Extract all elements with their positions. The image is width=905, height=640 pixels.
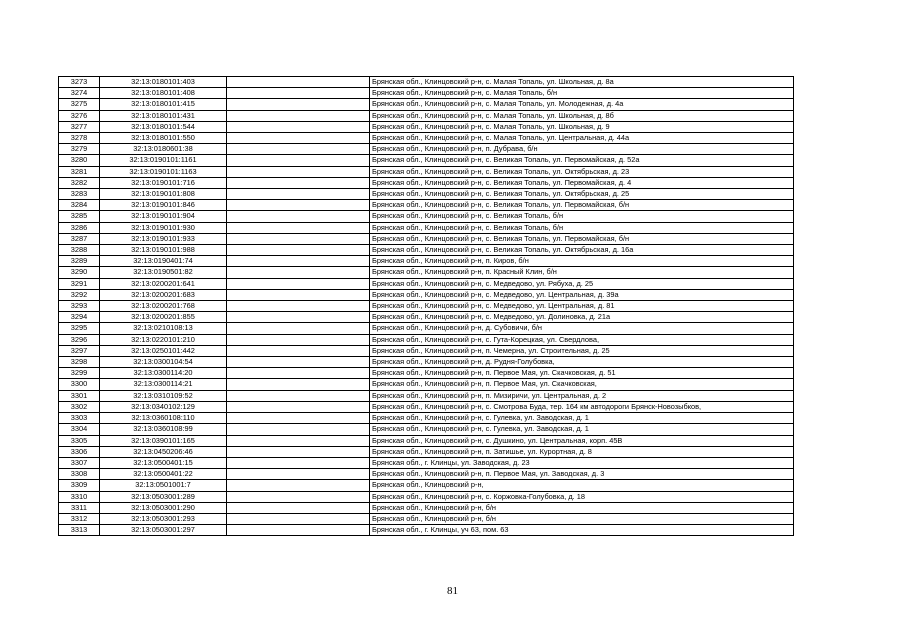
table-row (59, 233, 794, 244)
empty-cell (227, 368, 370, 379)
address-cell: Брянская обл., Клинцовский р-н, с. Гулевка, ул. Заводская, д. 1 (370, 424, 794, 435)
cadastral-number-cell: 32:13:0500401:15 (100, 457, 227, 468)
empty-cell (227, 357, 370, 368)
empty-cell (227, 289, 370, 300)
table-row (59, 457, 794, 468)
row-number-cell: 3301 (59, 390, 100, 401)
address-cell: Брянская обл., Клинцовский р-н, с. Медведово, ул. Долиновка, д. 21а (370, 312, 794, 323)
address-cell: Брянская обл., Клинцовский р-н, с. Великая Топаль, ул. Октябрьская, д. 25 (370, 189, 794, 200)
cadastral-number-cell: 32:13:0210108:13 (100, 323, 227, 334)
cadastral-number-cell: 32:13:0220101:210 (100, 334, 227, 345)
row-number-cell: 3286 (59, 222, 100, 233)
address-cell: Брянская обл., г. Клинцы, уч 63, пом. 63 (370, 525, 794, 536)
table-row (59, 491, 794, 502)
address-cell: Брянская обл., Клинцовский р-н, п. Мизиричи, ул. Центральная, д. 2 (370, 390, 794, 401)
cadastral-number-cell: 32:13:0190101:904 (100, 211, 227, 222)
table-row (59, 200, 794, 211)
table-row (59, 424, 794, 435)
row-number-cell: 3297 (59, 345, 100, 356)
cadastral-number-cell: 32:13:0190101:930 (100, 222, 227, 233)
address-cell: Брянская обл., Клинцовский р-н, с. Медведово, ул. Центральная, д. 81 (370, 301, 794, 312)
address-cell: Брянская обл., Клинцовский р-н, с. Коржовка-Голубовка, д. 18 (370, 491, 794, 502)
cadastral-number-cell: 32:13:0390101:165 (100, 435, 227, 446)
row-number-cell: 3313 (59, 525, 100, 536)
empty-cell (227, 379, 370, 390)
cadastral-number-cell: 32:13:0500401:22 (100, 469, 227, 480)
row-number-cell: 3276 (59, 110, 100, 121)
table-row (59, 323, 794, 334)
cadastral-number-cell: 32:13:0360108:99 (100, 424, 227, 435)
empty-cell (227, 446, 370, 457)
table-row (59, 110, 794, 121)
empty-cell (227, 233, 370, 244)
table-row (59, 211, 794, 222)
address-cell: Брянская обл., Клинцовский р-н, с. Великая Топаль, ул. Первомайская, д. 52а (370, 155, 794, 166)
address-cell: Брянская обл., Клинцовский р-н, д. Рудня-Голубовка, (370, 357, 794, 368)
page-number: 81 (447, 585, 458, 597)
table-row (59, 480, 794, 491)
table-row (59, 513, 794, 524)
table-row (59, 267, 794, 278)
address-cell: Брянская обл., Клинцовский р-н, б/н (370, 502, 794, 513)
address-cell: Брянская обл., Клинцовский р-н, с. Гулевка, ул. Заводская, д. 1 (370, 413, 794, 424)
table-row (59, 379, 794, 390)
empty-cell (227, 121, 370, 132)
table-row (59, 121, 794, 132)
address-cell: Брянская обл., Клинцовский р-н, с. Малая Топаль, ул. Школьная, д. 8а (370, 77, 794, 88)
address-cell: Брянская обл., Клинцовский р-н, с. Великая Топаль, ул. Первомайская, б/н (370, 233, 794, 244)
table-row (59, 144, 794, 155)
row-number-cell: 3306 (59, 446, 100, 457)
empty-cell (227, 166, 370, 177)
cadastral-number-cell: 32:13:0180601:38 (100, 144, 227, 155)
table-row (59, 368, 794, 379)
table-row (59, 312, 794, 323)
address-cell: Брянская обл., Клинцовский р-н, п. Чемерна, ул. Строительная, д. 25 (370, 345, 794, 356)
cadastral-number-cell: 32:13:0180101:544 (100, 121, 227, 132)
cadastral-number-cell: 32:13:0503001:290 (100, 502, 227, 513)
table-row (59, 345, 794, 356)
cadastral-number-cell: 32:13:0300114:20 (100, 368, 227, 379)
table-row (59, 88, 794, 99)
address-cell: Брянская обл., Клинцовский р-н, с. Малая Топаль, б/н (370, 88, 794, 99)
cadastral-number-cell: 32:13:0503001:297 (100, 525, 227, 536)
table-row (59, 390, 794, 401)
address-cell: Брянская обл., Клинцовский р-н, с. Великая Топаль, ул. Октябрьская, д. 16а (370, 245, 794, 256)
address-cell: Брянская обл., Клинцовский р-н, (370, 480, 794, 491)
row-number-cell: 3299 (59, 368, 100, 379)
cadastral-number-cell: 32:13:0200201:768 (100, 301, 227, 312)
table-row (59, 413, 794, 424)
empty-cell (227, 480, 370, 491)
empty-cell (227, 110, 370, 121)
cadastral-number-cell: 32:13:0503001:293 (100, 513, 227, 524)
row-number-cell: 3278 (59, 133, 100, 144)
empty-cell (227, 401, 370, 412)
cadastral-number-cell: 32:13:0200201:855 (100, 312, 227, 323)
table-row (59, 189, 794, 200)
table-row (59, 446, 794, 457)
empty-cell (227, 200, 370, 211)
cadastral-number-cell: 32:13:0180101:415 (100, 99, 227, 110)
row-number-cell: 3283 (59, 189, 100, 200)
address-cell: Брянская обл., Клинцовский р-н, п. Затишье, ул. Курортная, д. 8 (370, 446, 794, 457)
table-row (59, 256, 794, 267)
table-row (59, 222, 794, 233)
row-number-cell: 3296 (59, 334, 100, 345)
row-number-cell: 3300 (59, 379, 100, 390)
address-cell: Брянская обл., Клинцовский р-н, с. Малая Топаль, ул. Школьная, д. 8б (370, 110, 794, 121)
table-row (59, 177, 794, 188)
property-table-body (59, 77, 794, 536)
empty-cell (227, 424, 370, 435)
row-number-cell: 3277 (59, 121, 100, 132)
address-cell: Брянская обл., Клинцовский р-н, п. Первое Мая, ул. Заводская, д. 3 (370, 469, 794, 480)
empty-cell (227, 144, 370, 155)
address-cell: Брянская обл., Клинцовский р-н, с. Медведово, ул. Рябуха, д. 25 (370, 278, 794, 289)
address-cell: Брянская обл., Клинцовский р-н, с. Великая Топаль, б/н (370, 211, 794, 222)
address-cell: Брянская обл., Клинцовский р-н, с. Медведово, ул. Центральная, д. 39а (370, 289, 794, 300)
cadastral-number-cell: 32:13:0190101:988 (100, 245, 227, 256)
table-row (59, 357, 794, 368)
empty-cell (227, 525, 370, 536)
row-number-cell: 3291 (59, 278, 100, 289)
table-row (59, 401, 794, 412)
empty-cell (227, 491, 370, 502)
property-table (58, 76, 794, 536)
row-number-cell: 3311 (59, 502, 100, 513)
address-cell: Брянская обл., Клинцовский р-н, с. Великая Топаль, ул. Первомайская, д. 4 (370, 177, 794, 188)
cadastral-number-cell: 32:13:0200201:683 (100, 289, 227, 300)
row-number-cell: 3307 (59, 457, 100, 468)
cadastral-number-cell: 32:13:0450206:46 (100, 446, 227, 457)
row-number-cell: 3292 (59, 289, 100, 300)
address-cell: Брянская обл., Клинцовский р-н, п. Первое Мая, ул. Скачковская, д. 51 (370, 368, 794, 379)
address-cell: Брянская обл., г. Клинцы, ул. Заводская, д. 23 (370, 457, 794, 468)
row-number-cell: 3290 (59, 267, 100, 278)
address-cell: Брянская обл., Клинцовский р-н, с. Великая Топаль, ул. Первомайская, б/н (370, 200, 794, 211)
row-number-cell: 3293 (59, 301, 100, 312)
empty-cell (227, 435, 370, 446)
empty-cell (227, 177, 370, 188)
cadastral-number-cell: 32:13:0200201:641 (100, 278, 227, 289)
empty-cell (227, 155, 370, 166)
address-cell: Брянская обл., Клинцовский р-н, с. Смотрова Буда, тер. 164 км автодороги Брянск-Новозыбков, (370, 401, 794, 412)
row-number-cell: 3274 (59, 88, 100, 99)
row-number-cell: 3282 (59, 177, 100, 188)
row-number-cell: 3280 (59, 155, 100, 166)
table-row (59, 99, 794, 110)
address-cell: Брянская обл., Клинцовский р-н, с. Великая Топаль, ул. Октябрьская, д. 23 (370, 166, 794, 177)
empty-cell (227, 278, 370, 289)
empty-cell (227, 457, 370, 468)
row-number-cell: 3275 (59, 99, 100, 110)
address-cell: Брянская обл., Клинцовский р-н, с. Малая Топаль, ул. Центральная, д. 44а (370, 133, 794, 144)
table-row (59, 166, 794, 177)
table-row (59, 278, 794, 289)
empty-cell (227, 323, 370, 334)
cadastral-number-cell: 32:13:0180101:431 (100, 110, 227, 121)
row-number-cell: 3295 (59, 323, 100, 334)
empty-cell (227, 189, 370, 200)
cadastral-number-cell: 32:13:0180101:408 (100, 88, 227, 99)
address-cell: Брянская обл., Клинцовский р-н, п. Дубрава, б/н (370, 144, 794, 155)
empty-cell (227, 222, 370, 233)
table-row (59, 155, 794, 166)
row-number-cell: 3302 (59, 401, 100, 412)
cadastral-number-cell: 32:13:0190101:716 (100, 177, 227, 188)
table-row (59, 525, 794, 536)
row-number-cell: 3312 (59, 513, 100, 524)
row-number-cell: 3310 (59, 491, 100, 502)
empty-cell (227, 211, 370, 222)
empty-cell (227, 99, 370, 110)
cadastral-number-cell: 32:13:0250101:442 (100, 345, 227, 356)
address-cell: Брянская обл., Клинцовский р-н, с. Малая Топаль, ул. Школьная, д. 9 (370, 121, 794, 132)
row-number-cell: 3289 (59, 256, 100, 267)
cadastral-number-cell: 32:13:0300104:54 (100, 357, 227, 368)
row-number-cell: 3288 (59, 245, 100, 256)
address-cell: Брянская обл., Клинцовский р-н, б/н (370, 513, 794, 524)
cadastral-number-cell: 32:13:0190101:1163 (100, 166, 227, 177)
cadastral-number-cell: 32:13:0501001:7 (100, 480, 227, 491)
empty-cell (227, 502, 370, 513)
address-cell: Брянская обл., Клинцовский р-н, п. Киров, б/н (370, 256, 794, 267)
table-row (59, 301, 794, 312)
address-cell: Брянская обл., Клинцовский р-н, с. Душкино, ул. Центральная, корп. 45В (370, 435, 794, 446)
table-row (59, 334, 794, 345)
empty-cell (227, 390, 370, 401)
empty-cell (227, 345, 370, 356)
address-cell: Брянская обл., Клинцовский р-н, п. Первое Мая, ул. Скачковская, (370, 379, 794, 390)
empty-cell (227, 77, 370, 88)
table-row (59, 245, 794, 256)
cadastral-number-cell: 32:13:0503001:289 (100, 491, 227, 502)
cadastral-number-cell: 32:13:0190101:808 (100, 189, 227, 200)
empty-cell (227, 245, 370, 256)
table-row (59, 77, 794, 88)
cadastral-number-cell: 32:13:0180101:550 (100, 133, 227, 144)
row-number-cell: 3294 (59, 312, 100, 323)
table-row (59, 289, 794, 300)
address-cell: Брянская обл., Клинцовский р-н, с. Великая Топаль, б/н (370, 222, 794, 233)
cadastral-number-cell: 32:13:0190101:933 (100, 233, 227, 244)
empty-cell (227, 469, 370, 480)
cadastral-number-cell: 32:13:0190101:846 (100, 200, 227, 211)
row-number-cell: 3303 (59, 413, 100, 424)
row-number-cell: 3279 (59, 144, 100, 155)
cadastral-number-cell: 32:13:0190101:1161 (100, 155, 227, 166)
cadastral-number-cell: 32:13:0190401:74 (100, 256, 227, 267)
row-number-cell: 3281 (59, 166, 100, 177)
empty-cell (227, 334, 370, 345)
cadastral-number-cell: 32:13:0340102:129 (100, 401, 227, 412)
empty-cell (227, 267, 370, 278)
address-cell: Брянская обл., Клинцовский р-н, д. Субовичи, б/н (370, 323, 794, 334)
empty-cell (227, 256, 370, 267)
row-number-cell: 3298 (59, 357, 100, 368)
row-number-cell: 3304 (59, 424, 100, 435)
empty-cell (227, 413, 370, 424)
cadastral-number-cell: 32:13:0300114:21 (100, 379, 227, 390)
address-cell: Брянская обл., Клинцовский р-н, с. Гута-Корецкая, ул. Свердлова, (370, 334, 794, 345)
table-row (59, 502, 794, 513)
row-number-cell: 3305 (59, 435, 100, 446)
empty-cell (227, 301, 370, 312)
empty-cell (227, 133, 370, 144)
cadastral-number-cell: 32:13:0180101:403 (100, 77, 227, 88)
address-cell: Брянская обл., Клинцовский р-н, с. Малая Топаль, ул. Молодежная, д. 4а (370, 99, 794, 110)
cadastral-number-cell: 32:13:0190501:82 (100, 267, 227, 278)
table-row (59, 133, 794, 144)
cadastral-number-cell: 32:13:0310109:52 (100, 390, 227, 401)
row-number-cell: 3284 (59, 200, 100, 211)
address-cell: Брянская обл., Клинцовский р-н, п. Красный Клин, б/н (370, 267, 794, 278)
cadastral-number-cell: 32:13:0360108:110 (100, 413, 227, 424)
empty-cell (227, 88, 370, 99)
table-row (59, 435, 794, 446)
row-number-cell: 3309 (59, 480, 100, 491)
empty-cell (227, 513, 370, 524)
empty-cell (227, 312, 370, 323)
row-number-cell: 3273 (59, 77, 100, 88)
table-row (59, 469, 794, 480)
row-number-cell: 3308 (59, 469, 100, 480)
row-number-cell: 3285 (59, 211, 100, 222)
row-number-cell: 3287 (59, 233, 100, 244)
